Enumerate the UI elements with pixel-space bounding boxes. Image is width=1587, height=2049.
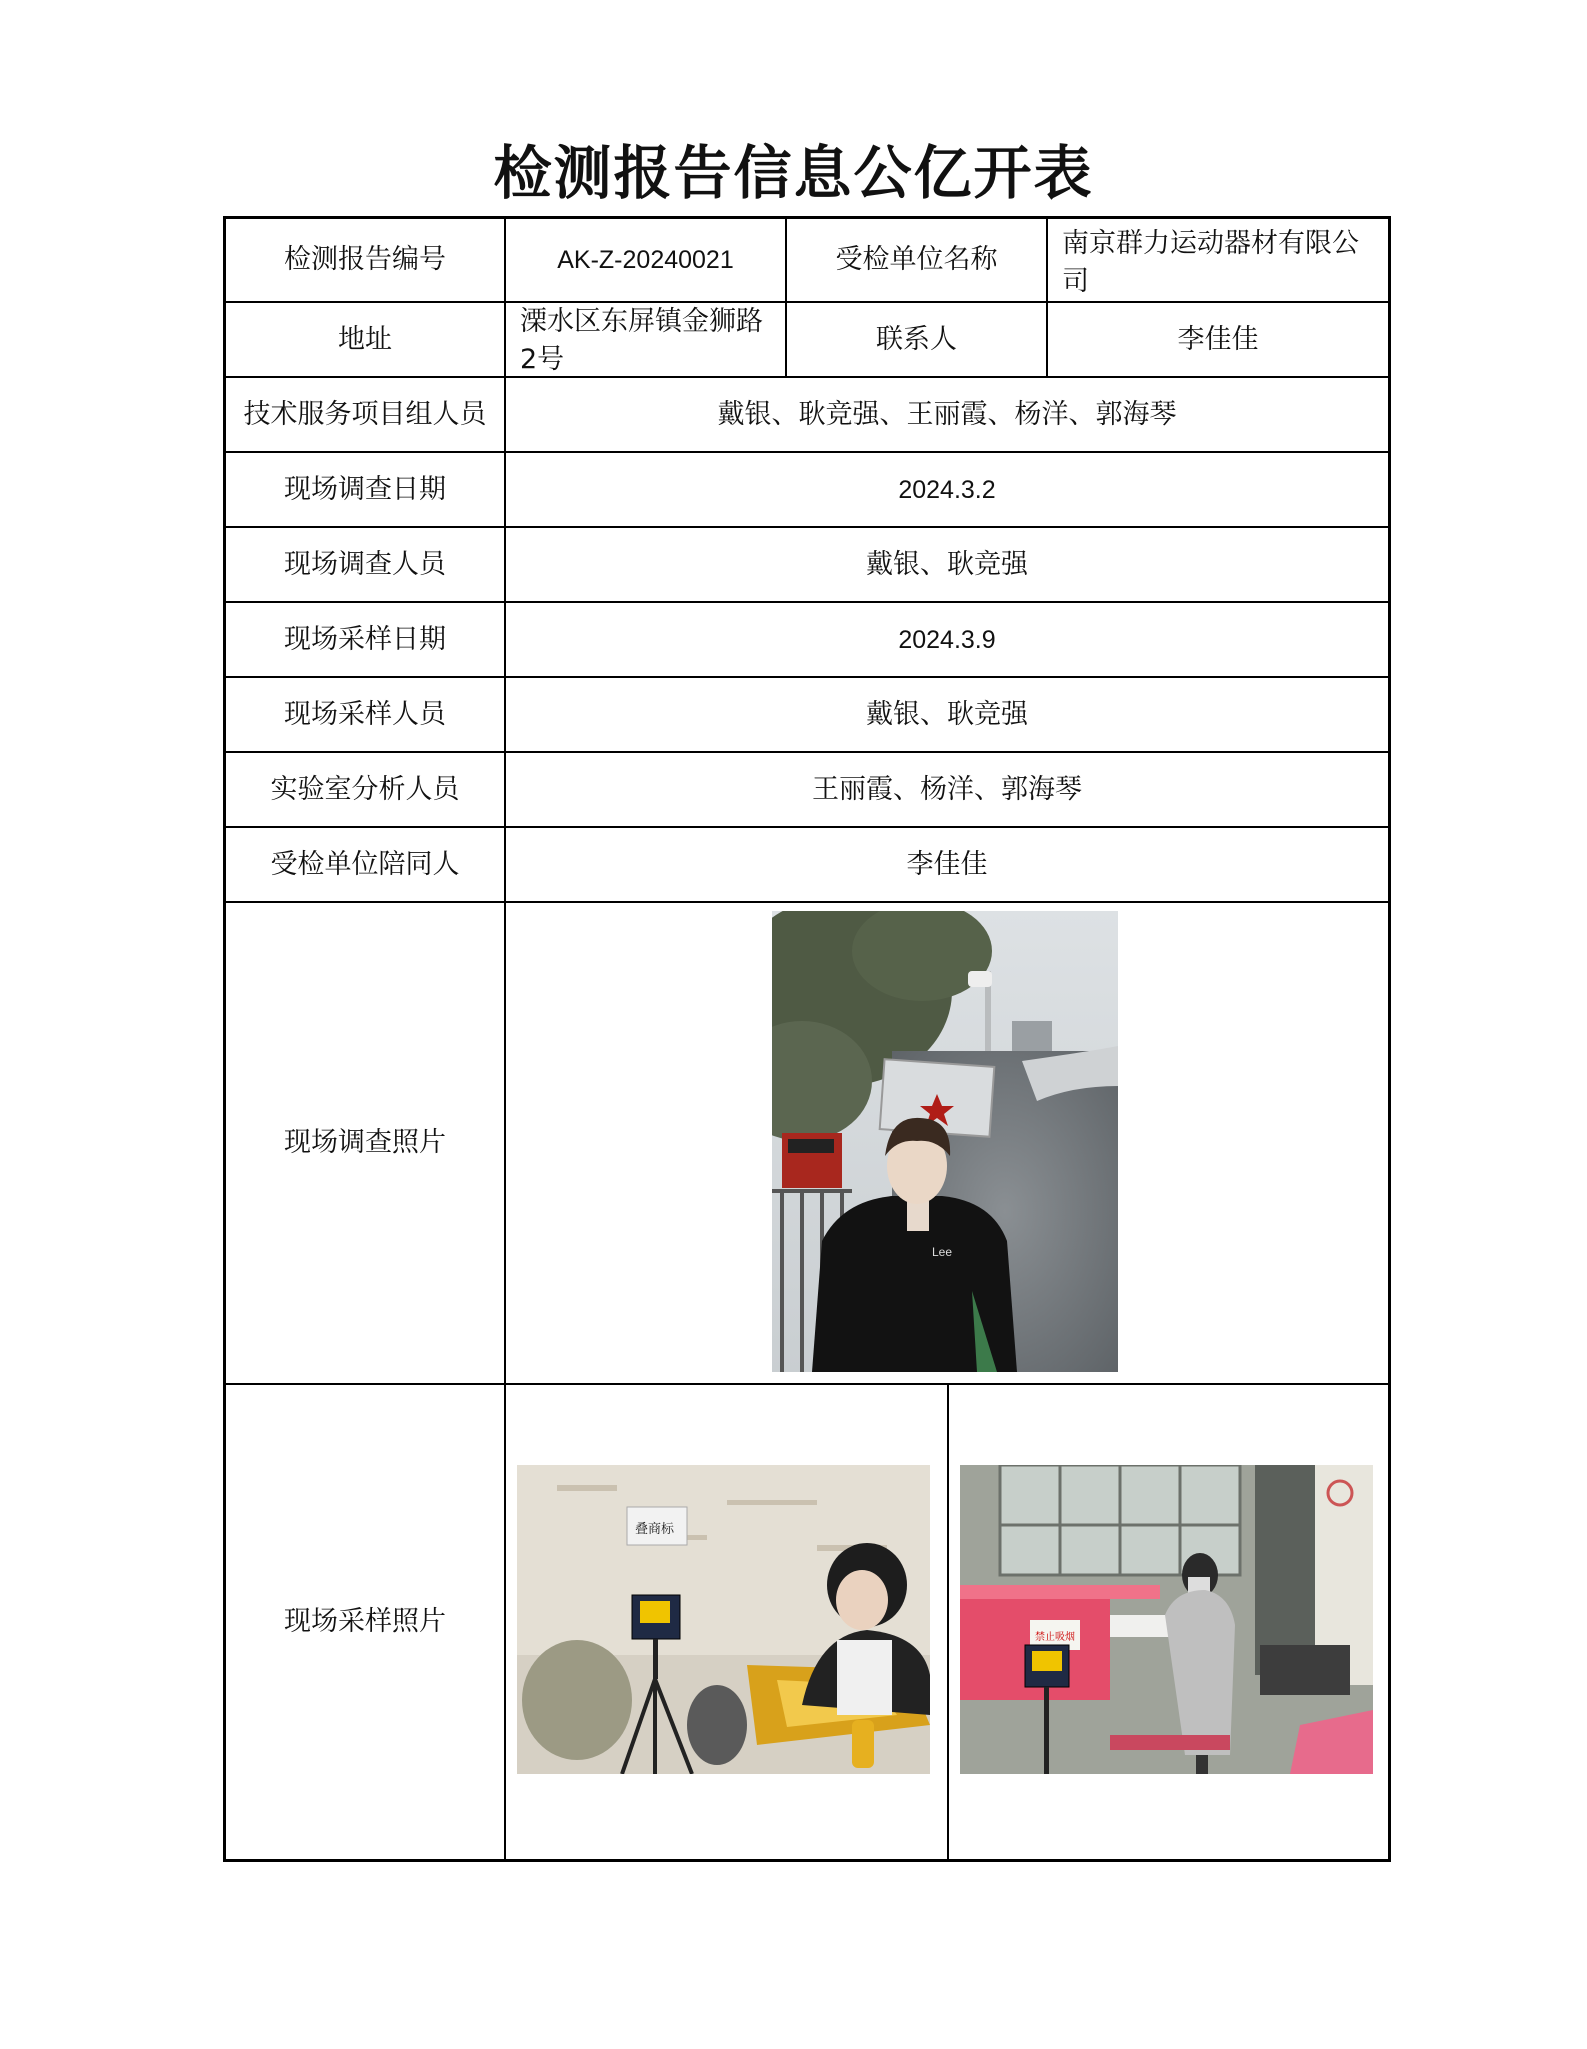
sampling-staff-label: 现场采样人员 (284, 698, 446, 730)
report-number-value: AK-Z-20240021 (557, 246, 734, 274)
address-label: 地址 (338, 323, 392, 355)
report-number-label: 检测报告编号 (284, 244, 446, 275)
survey-photo-label: 现场调查照片 (284, 1127, 446, 1158)
inspected-unit-label: 受检单位名称 (835, 244, 998, 275)
survey-date-value: 2024.3.2 (898, 475, 996, 504)
sampling-staff-value: 戴银、耿竞强 (866, 698, 1028, 730)
jacket-logo: Lee (932, 1245, 953, 1259)
survey-photo (772, 911, 1118, 1372)
lab-staff-value: 王丽霞、杨洋、郭海琴 (812, 773, 1082, 805)
wall-sign-text: 叠商标 (635, 1522, 675, 1537)
sampling-date-value: 2024.3.9 (898, 625, 996, 654)
sampling-photo-label: 现场采样照片 (284, 1606, 446, 1637)
sampling-date-label: 现场采样日期 (284, 623, 446, 655)
survey-staff-label: 现场调查人员 (284, 548, 446, 580)
escort-value: 李佳佳 (906, 848, 988, 880)
sampling-photo-2 (960, 1465, 1373, 1774)
survey-date-label: 现场调查日期 (284, 473, 446, 505)
page-title: 检测报告信息公亿开表 (493, 139, 1094, 207)
team-value: 戴银、耿竞强、王丽霞、杨洋、郭海琴 (717, 398, 1177, 430)
sampling-photo-1 (517, 1465, 930, 1774)
inspected-unit-value: 南京群力运动器材有限公司 (1062, 228, 1359, 297)
contact-value: 李佳佳 (1177, 323, 1259, 355)
escort-label: 受检单位陪同人 (270, 848, 460, 880)
survey-staff-value: 戴银、耿竞强 (866, 548, 1028, 580)
address-value: 溧水区东屏镇金狮路2号 (520, 306, 763, 375)
team-label: 技术服务项目组人员 (243, 398, 487, 430)
contact-label: 联系人 (876, 323, 957, 355)
lab-staff-label: 实验室分析人员 (270, 773, 460, 805)
board-sign-text: 禁止吸烟 (1035, 1632, 1075, 1643)
